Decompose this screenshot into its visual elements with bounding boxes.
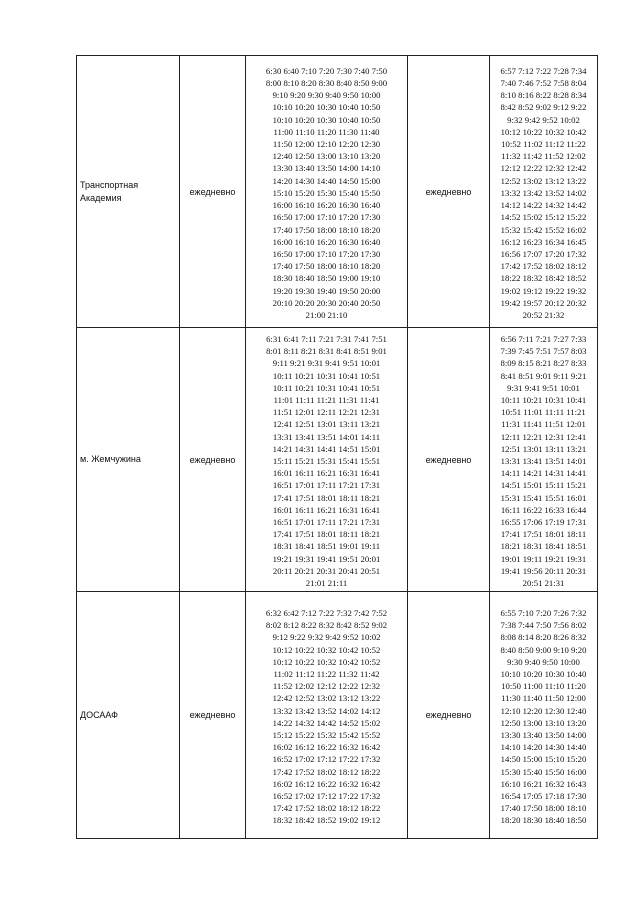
time-line: 8:40 8:50 9:00 9:10 9:20 xyxy=(500,644,587,655)
days-label: ежедневно xyxy=(189,454,236,465)
time-line: 8:41 8:51 9:01 9:11 9:21 xyxy=(500,370,587,381)
table-row xyxy=(77,56,598,328)
time-line: 16:51 17:01 17:11 17:21 17:31 xyxy=(272,480,381,491)
time-line: 9:30 9:40 9:50 10:00 xyxy=(507,656,580,667)
time-line: 15:10 15:20 15:30 15:40 15:50 xyxy=(272,187,381,198)
times-list xyxy=(490,602,597,829)
time-line: 15:30 15:40 15:50 16:00 xyxy=(500,766,587,777)
time-line: 13:31 13:41 13:51 14:01 14:11 xyxy=(272,431,381,442)
times-list xyxy=(246,602,407,829)
time-line: 13:32 13:42 13:52 14:02 14:12 xyxy=(272,705,381,716)
time-line: 14:52 15:02 15:12 15:22 xyxy=(500,212,587,223)
time-line: 20:11 20:21 20:31 20:41 20:51 xyxy=(272,565,381,576)
time-line: 7:38 7:44 7:50 7:56 8:02 xyxy=(500,620,587,631)
time-line: 6:30 6:40 7:10 7:20 7:30 7:40 7:50 xyxy=(265,65,388,76)
time-line: 11:02 11:12 11:22 11:32 11:42 xyxy=(273,668,380,679)
time-line: 12:10 12:20 12:30 12:40 xyxy=(500,705,587,716)
time-line: 10:12 10:22 10:32 10:42 10:52 xyxy=(272,644,381,655)
time-line: 9:32 9:42 9:52 10:02 xyxy=(507,114,580,125)
time-line: 15:12 15:22 15:32 15:42 15:52 xyxy=(272,729,381,740)
time-line: 16:56 17:07 17:20 17:32 xyxy=(500,248,587,259)
time-line: 12:11 12:21 12:31 12:41 xyxy=(500,431,587,442)
time-line: 12:51 13:01 13:11 13:21 xyxy=(500,443,587,454)
times-cell-forward xyxy=(246,328,408,592)
time-line: 19:42 19:57 20:12 20:32 xyxy=(500,297,587,308)
time-line: 10:51 11:01 11:11 11:21 xyxy=(501,407,586,418)
times-cell-forward xyxy=(246,56,408,328)
time-line: 16:51 17:01 17:11 17:21 17:31 xyxy=(272,517,381,528)
time-line: 12:41 12:51 13:01 13:11 13:21 xyxy=(272,419,381,430)
times-list xyxy=(246,60,407,323)
time-line: 8:42 8:52 9:02 9:12 9:22 xyxy=(500,102,587,113)
times-cell-return xyxy=(490,56,598,328)
time-line: 10:52 11:02 11:12 11:22 xyxy=(501,139,586,150)
time-line: 14:20 14:30 14:40 14:50 15:00 xyxy=(272,175,381,186)
time-line: 17:41 17:51 18:01 18:11 18:21 xyxy=(272,492,381,503)
time-line: 18:21 18:31 18:41 18:51 xyxy=(500,541,587,552)
time-line: 6:32 6:42 7:12 7:22 7:32 7:42 7:52 xyxy=(265,607,388,618)
days-label: ежедневно xyxy=(189,710,236,721)
time-line: 16:11 16:22 16:33 16:44 xyxy=(500,504,587,515)
time-line: 18:32 18:42 18:52 19:02 19:12 xyxy=(272,815,381,826)
time-line: 10:10 10:20 10:30 10:40 10:50 xyxy=(272,102,381,113)
stop-name-cell xyxy=(77,592,180,839)
time-line: 17:42 17:52 18:02 18:12 18:22 xyxy=(272,766,381,777)
time-line: 9:10 9:20 9:30 9:40 9:50 10:00 xyxy=(272,90,381,101)
time-line: 17:42 17:52 18:02 18:12 18:22 xyxy=(272,803,381,814)
time-line: 13:31 13:41 13:51 14:01 xyxy=(500,456,587,467)
days-label: ежедневно xyxy=(425,454,472,465)
time-line: 10:12 10:22 10:32 10:42 xyxy=(500,126,587,137)
time-line: 12:50 13:00 13:10 13:20 xyxy=(500,717,587,728)
time-line: 18:30 18:40 18:50 19:00 19:10 xyxy=(272,273,381,284)
time-line: 14:50 15:00 15:10 15:20 xyxy=(500,754,587,765)
time-line: 6:55 7:10 7:20 7:26 7:32 xyxy=(500,607,587,618)
time-line: 14:22 14:32 14:42 14:52 15:02 xyxy=(272,717,381,728)
schedule-table xyxy=(76,55,598,839)
time-line: 14:21 14:31 14:41 14:51 15:01 xyxy=(272,443,381,454)
time-line: 11:01 11:11 11:21 11:31 11:41 xyxy=(273,395,380,406)
time-line: 16:54 17:05 17:18 17:30 xyxy=(500,790,587,801)
time-line: 8:09 8:15 8:21 8:27 8:33 xyxy=(500,358,587,369)
stop-name-cell xyxy=(77,328,180,592)
times-cell-return xyxy=(490,328,598,592)
time-line: 9:11 9:21 9:31 9:41 9:51 10:01 xyxy=(272,358,381,369)
time-line: 16:01 16:11 16:21 16:31 16:41 xyxy=(272,504,381,515)
stop-name: м. Жемчужина xyxy=(80,454,141,465)
time-line: 13:32 13:42 13:52 14:02 xyxy=(500,187,587,198)
table-row xyxy=(77,328,598,592)
time-line: 17:40 17:50 18:00 18:10 18:20 xyxy=(272,224,381,235)
time-line: 8:00 8:10 8:20 8:30 8:40 8:50 9:00 xyxy=(265,78,388,89)
times-cell-forward xyxy=(246,592,408,839)
time-line: 16:50 17:00 17:10 17:20 17:30 xyxy=(272,248,381,259)
stop-name-cell xyxy=(77,56,180,328)
time-line: 10:12 10:22 10:32 10:42 10:52 xyxy=(272,656,381,667)
time-line: 10:50 11:00 11:10 11:20 xyxy=(501,681,586,692)
time-line: 20:10 20:20 20:30 20:40 20:50 xyxy=(272,297,381,308)
days-label: ежедневно xyxy=(425,710,472,721)
time-line: 12:52 13:02 13:12 13:22 xyxy=(500,175,587,186)
time-line: 17:41 17:51 18:01 18:11 xyxy=(500,529,587,540)
times-list xyxy=(490,328,597,591)
time-line: 16:50 17:00 17:10 17:20 17:30 xyxy=(272,212,381,223)
time-line: 10:11 10:21 10:31 10:41 10:51 xyxy=(272,382,381,393)
time-line: 16:02 16:12 16:22 16:32 16:42 xyxy=(272,742,381,753)
time-line: 15:32 15:42 15:52 16:02 xyxy=(500,224,587,235)
time-line: 16:55 17:06 17:19 17:31 xyxy=(500,517,587,528)
time-line: 14:12 14:22 14:32 14:42 xyxy=(500,200,587,211)
time-line: 19:21 19:31 19:41 19:51 20:01 xyxy=(272,553,381,564)
days-cell xyxy=(408,592,490,839)
time-line: 10:11 10:21 10:31 10:41 xyxy=(500,395,587,406)
days-cell xyxy=(180,592,246,839)
times-list xyxy=(246,328,407,591)
time-line: 19:01 19:11 19:21 19:31 xyxy=(500,553,587,564)
time-line: 9:12 9:22 9:32 9:42 9:52 10:02 xyxy=(272,632,381,643)
time-line: 15:31 15:41 15:51 16:01 xyxy=(500,492,587,503)
times-list xyxy=(490,60,597,323)
time-line: 16:00 16:10 16:20 16:30 16:40 xyxy=(272,200,381,211)
time-line: 17:41 17:51 18:01 18:11 18:21 xyxy=(272,529,381,540)
time-line: 13:30 13:40 13:50 14:00 xyxy=(500,729,587,740)
time-line: 16:10 16:21 16:32 16:43 xyxy=(500,778,587,789)
time-line: 18:22 18:32 18:42 18:52 xyxy=(500,273,587,284)
days-cell xyxy=(180,328,246,592)
time-line: 15:11 15:21 15:31 15:41 15:51 xyxy=(272,456,381,467)
time-line: 20:52 21:32 xyxy=(522,309,565,320)
time-line: 8:01 8:11 8:21 8:31 8:41 8:51 9:01 xyxy=(266,346,387,357)
time-line: 6:31 6:41 7:11 7:21 7:31 7:41 7:51 xyxy=(266,334,387,344)
time-line: 16:02 16:12 16:22 16:32 16:42 xyxy=(272,778,381,789)
days-label: ежедневно xyxy=(425,186,472,197)
time-line: 14:11 14:21 14:31 14:41 xyxy=(500,468,587,479)
time-line: 11:50 12:00 12:10 12:20 12:30 xyxy=(272,139,381,150)
time-line: 10:10 10:20 10:30 10:40 xyxy=(500,668,587,679)
time-line: 17:40 17:50 18:00 18:10 18:20 xyxy=(272,261,381,272)
time-line: 11:32 11:42 11:52 12:02 xyxy=(501,151,586,162)
days-cell xyxy=(408,56,490,328)
time-line: 12:12 12:22 12:32 12:42 xyxy=(500,163,587,174)
table-row xyxy=(77,592,598,839)
time-line: 18:31 18:41 18:51 19:01 19:11 xyxy=(272,541,381,552)
time-line: 20:51 21:31 xyxy=(522,578,565,589)
time-line: 19:02 19:12 19:22 19:32 xyxy=(500,285,587,296)
days-label: ежедневно xyxy=(189,186,236,197)
time-line: 6:56 7:11 7:21 7:27 7:33 xyxy=(500,334,587,344)
time-line: 16:52 17:02 17:12 17:22 17:32 xyxy=(272,754,381,765)
time-line: 8:10 8:16 8:22 8:28 8:34 xyxy=(500,90,587,101)
days-cell xyxy=(408,328,490,592)
time-line: 17:42 17:52 18:02 18:12 xyxy=(500,261,587,272)
time-line: 14:10 14:20 14:30 14:40 xyxy=(500,742,587,753)
time-line: 16:00 16:10 16:20 16:30 16:40 xyxy=(272,236,381,247)
time-line: 12:40 12:50 13:00 13:10 13:20 xyxy=(272,151,381,162)
time-line: 8:02 8:12 8:22 8:32 8:42 8:52 9:02 xyxy=(265,620,388,631)
time-line: 8:08 8:14 8:20 8:26 8:32 xyxy=(500,632,587,643)
time-line: 18:20 18:30 18:40 18:50 xyxy=(500,815,587,826)
time-line: 11:31 11:41 11:51 12:01 xyxy=(501,419,586,430)
time-line: 7:39 7:45 7:51 7:57 8:03 xyxy=(500,346,587,357)
time-line: 10:10 10:20 10:30 10:40 10:50 xyxy=(272,114,381,125)
time-line: 16:01 16:11 16:21 16:31 16:41 xyxy=(272,468,381,479)
time-line: 9:31 9:41 9:51 10:01 xyxy=(507,382,580,393)
times-cell-return xyxy=(490,592,598,839)
time-line: 12:42 12:52 13:02 13:12 13:22 xyxy=(272,693,381,704)
time-line: 7:40 7:46 7:52 7:58 8:04 xyxy=(500,78,587,89)
time-line: 13:30 13:40 13:50 14:00 14:10 xyxy=(272,163,381,174)
time-line: 11:52 12:02 12:12 12:22 12:32 xyxy=(272,681,381,692)
stop-name: ДОСААФ xyxy=(80,709,118,720)
days-cell xyxy=(180,56,246,328)
time-line: 11:51 12:01 12:11 12:21 12:31 xyxy=(273,407,380,418)
time-line: 14:51 15:01 15:11 15:21 xyxy=(500,480,587,491)
time-line: 21:01 21:11 xyxy=(305,578,348,589)
time-line: 16:52 17:02 17:12 17:22 17:32 xyxy=(272,790,381,801)
time-line: 17:40 17:50 18:00 18:10 xyxy=(500,803,587,814)
time-line: 21:00 21:10 xyxy=(305,309,348,320)
time-line: 11:00 11:10 11:20 11:30 11:40 xyxy=(273,126,380,137)
time-line: 16:12 16:23 16:34 16:45 xyxy=(500,236,587,247)
time-line: 19:20 19:30 19:40 19:50 20:00 xyxy=(272,285,381,296)
time-line: 11:30 11:40 11:50 12:00 xyxy=(501,693,586,704)
time-line: 6:57 7:12 7:22 7:28 7:34 xyxy=(500,65,587,76)
stop-name: Транспортная Академия xyxy=(80,179,139,203)
time-line: 10:11 10:21 10:31 10:41 10:51 xyxy=(272,370,381,381)
time-line: 19:41 19:56 20:11 20:31 xyxy=(500,565,587,576)
